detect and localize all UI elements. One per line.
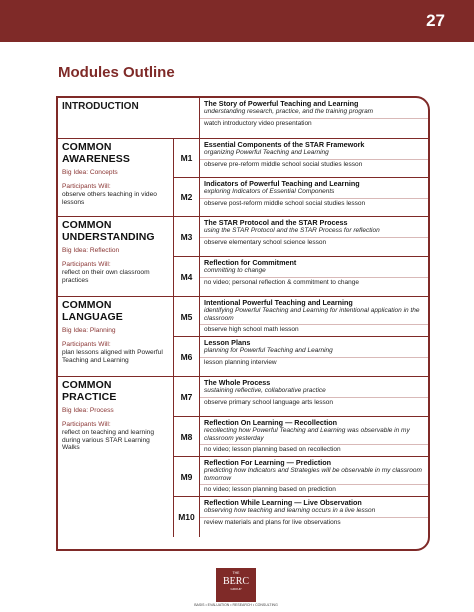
big-idea-value: Reflection [89,247,120,254]
participants-label: Participants Will: [62,421,111,428]
module-activity: observe elementary school science lesson [200,237,428,249]
module-code: M8 [174,417,200,457]
module-title: Reflection While Learning — Live Observation [204,498,362,507]
module-subtitle: committing to change [204,267,266,275]
module-subtitle: identifying Powerful Teaching and Learning for intentional application in the classroom [204,307,420,322]
module-description [200,139,428,178]
module-activity: lesson planning interview [200,357,428,369]
module-subtitle: exploring Indicators of Essential Components [204,188,335,196]
module-activity: observe post-reform middle school social studies lesson [200,198,428,210]
logo-main-text: BERC [222,576,250,587]
big-idea-label: Big Idea: [62,407,89,414]
module-title: Reflection for Commitment [204,258,297,267]
module-code: M1 [174,139,200,178]
module-code: M5 [174,297,200,337]
module-code: M7 [174,377,200,417]
module-subtitle: sustaining reflective, collaborative practice [204,387,326,395]
module-code: M9 [174,457,200,497]
berc-group-logo [216,568,256,602]
page-title: Modules Outline [58,64,175,81]
module-subtitle: observing how teaching and learning occurs in a live lesson [204,507,376,515]
unit-title: COMMON UNDERSTANDING [62,219,155,243]
module-title: Lesson Plans [204,338,251,347]
module-title: Intentional Powerful Teaching and Learning [204,298,353,307]
module-subtitle: predicting how Indicators and Strategies will be observable in my classroom tomorrow [204,467,422,482]
unit-common-awareness [58,139,174,217]
unit-title: COMMON LANGUAGE [62,299,123,323]
big-idea-value: Planning [89,327,116,334]
page-number: 27 [426,11,445,30]
big-idea-value: Process [89,407,114,414]
module-subtitle: using the STAR Protocol and the STAR Process for reflection [204,227,380,235]
participants-text: observe others teaching in video lessons [62,191,157,206]
module-description [200,457,428,497]
intro-title: The Story of Powerful Teaching and Learning [204,99,359,108]
unit-title: COMMON AWARENESS [62,141,130,165]
module-description [200,178,428,217]
module-activity: no video; personal reflection & commitment to change [200,277,428,289]
module-title: The Whole Process [204,378,271,387]
module-code: M2 [174,178,200,217]
unit-title: COMMON PRACTICE [62,379,117,403]
module-description [200,297,428,337]
module-title: Reflection On Learning — Recollection [204,418,337,427]
logo-bottom-text: GROUP [230,587,242,591]
participants-text: plan lessons aligned with Powerful Teaching and Learning [62,349,163,364]
big-idea-value: Concepts [89,169,118,176]
module-activity: review materials and plans for live observations [200,517,428,529]
unit-common-language [58,297,174,377]
module-subtitle: organizing Powerful Teaching and Learning [204,149,329,157]
logo-top-text: THE [232,571,240,575]
module-code: M4 [174,257,200,297]
participants-text: reflect on their own classroom practices [62,269,150,284]
module-activity: no video; lesson planning based on recollection [200,444,428,456]
module-description [200,417,428,457]
module-description [200,497,428,537]
module-code: M10 [174,497,200,537]
participants-label: Participants Will: [62,341,111,348]
module-title: Indicators of Powerful Teaching and Learning [204,179,360,188]
intro-activity: watch introductory video presentation [200,118,428,130]
module-activity: observe primary school language arts lesson [200,397,428,409]
module-title: The STAR Protocol and the STAR Process [204,218,348,227]
module-title: Reflection For Learning — Prediction [204,458,331,467]
modules-outline-table [56,96,430,551]
module-title: Essential Components of the STAR Framework [204,140,365,149]
intro-description [200,98,428,139]
module-subtitle: recollecting how Powerful Teaching and Learning was observable in my classroom yesterday [204,427,410,442]
big-idea-label: Big Idea: [62,169,89,176]
big-idea-label: Big Idea: [62,327,89,334]
module-subtitle: planning for Powerful Teaching and Learning [204,347,333,355]
unit-common-practice [58,377,174,537]
header-bar [0,0,474,42]
intro-label: INTRODUCTION [62,101,139,112]
intro-label-cell [58,98,200,139]
module-description [200,217,428,257]
module-activity: observe high school math lesson [200,324,428,336]
module-code: M3 [174,217,200,257]
participants-text: reflect on teaching and learning during various STAR Learning Walks [62,429,155,452]
module-description [200,377,428,417]
module-code: M6 [174,337,200,377]
logo-tagline: BASIS • EVALUATION • RESEARCH • CONSULTING [194,603,278,607]
module-description [200,337,428,377]
module-activity: no video; lesson planning based on prediction [200,484,428,496]
module-description [200,257,428,297]
module-activity: observe pre-reform middle school social studies lesson [200,159,428,171]
unit-common-understanding [58,217,174,297]
intro-subtitle: understanding research, practice, and the training program [204,108,374,116]
big-idea-label: Big Idea: [62,247,89,254]
participants-label: Participants Will: [62,261,111,268]
participants-label: Participants Will: [62,183,111,190]
